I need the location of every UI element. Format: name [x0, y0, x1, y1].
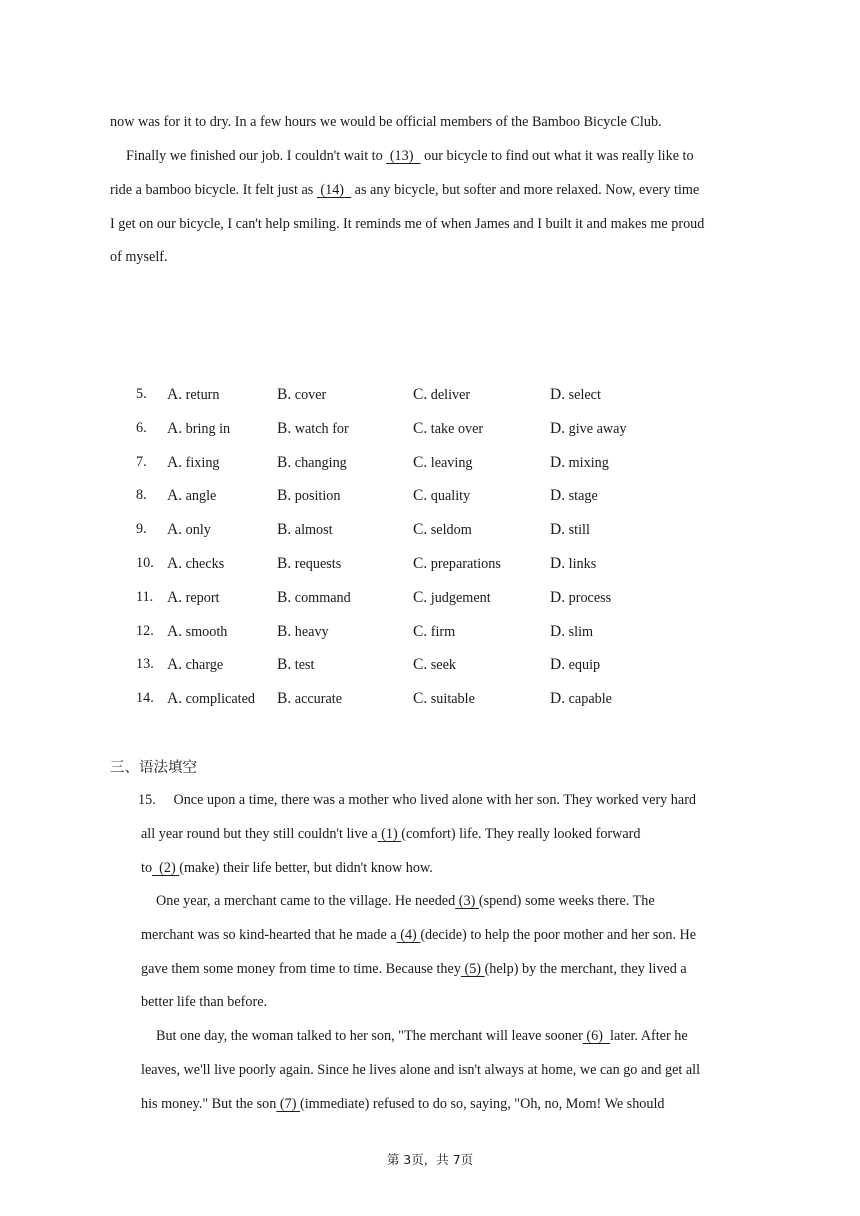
option-d	[550, 589, 611, 607]
option-letter: C.	[413, 656, 428, 674]
option-text: seek	[430, 657, 456, 674]
option-text: give away	[568, 420, 627, 437]
option-b	[277, 386, 326, 404]
page-footer: 第 3页，共 7页	[386, 1152, 474, 1167]
option-text: quality	[430, 488, 471, 505]
option-letter: D.	[550, 386, 566, 403]
option-letter: B.	[277, 588, 292, 606]
option-a	[167, 656, 223, 674]
option-text: command	[294, 589, 351, 606]
option-letter: A.	[167, 453, 183, 471]
option-letter: D.	[550, 521, 566, 539]
question-number: 11.	[136, 588, 154, 605]
option-a	[167, 623, 227, 641]
option-text: changing	[294, 454, 347, 471]
option-c	[413, 690, 475, 708]
blank-6: (6)	[586, 1028, 603, 1044]
option-text: deliver	[430, 387, 471, 403]
option-text: report	[185, 589, 220, 606]
option-letter: D.	[550, 588, 566, 606]
option-text: seldom	[430, 522, 472, 539]
option-a	[167, 555, 224, 573]
option-c	[413, 589, 491, 607]
passage-line: to (2) (make) their life better, but didn't know how.	[141, 860, 433, 876]
question-number: 12.	[136, 622, 154, 639]
option-letter: B.	[277, 622, 292, 640]
blank-4: (4)	[400, 927, 417, 943]
option-text: stage	[568, 488, 598, 505]
option-text: requests	[294, 556, 342, 572]
option-text: charge	[185, 657, 224, 674]
option-letter: C.	[413, 487, 428, 505]
option-text: checks	[185, 556, 225, 572]
option-letter: D.	[550, 690, 566, 708]
option-text: capable	[568, 691, 612, 708]
passage-line: of myself.	[110, 249, 168, 265]
option-text: select	[568, 387, 601, 403]
option-text: heavy	[294, 623, 329, 640]
option-letter: C.	[413, 622, 428, 640]
option-text: preparations	[430, 556, 501, 572]
passage-line: leaves, we'll live poorly again. Since he lives alone and isn't always at home, we can go and get all	[141, 1062, 701, 1078]
option-text: fixing	[185, 454, 220, 471]
option-text: bring in	[185, 420, 231, 437]
option-letter: B.	[277, 690, 292, 708]
option-d	[550, 420, 627, 438]
option-letter: A.	[167, 555, 183, 572]
blank-5: (5)	[464, 961, 482, 977]
passage-line: all year round but they still couldn't live a (1) (comfort) life. They really looked forward	[141, 826, 641, 842]
option-c	[413, 386, 470, 404]
passage-line: better life than before.	[141, 994, 268, 1010]
passage-line: merchant was so kind-hearted that he made a (4) (decide) to help the poor mother and her son. He	[141, 927, 697, 943]
option-letter: B.	[277, 555, 292, 572]
option-text: cover	[294, 387, 327, 403]
option-text: return	[185, 387, 220, 403]
blank-3: (3)	[458, 893, 476, 909]
option-letter: B.	[277, 521, 292, 539]
option-d	[550, 555, 596, 573]
passage-line: 15. Once upon a time, there was a mother who lived alone with her son. They worked very hard	[138, 792, 697, 808]
blank-1: (1)	[381, 826, 398, 842]
option-a	[167, 420, 230, 438]
option-letter: A.	[167, 419, 183, 437]
option-text: test	[294, 657, 315, 674]
option-text: judgement	[430, 589, 491, 606]
option-b	[277, 521, 333, 539]
option-a	[167, 521, 211, 539]
option-text: mixing	[568, 454, 609, 471]
option-d	[550, 521, 590, 539]
passage-line: But one day, the woman talked to her son, "The merchant will leave sooner (6) later. After he	[156, 1028, 688, 1044]
option-c	[413, 555, 501, 573]
option-letter: B.	[277, 487, 292, 505]
option-letter: C.	[413, 690, 428, 708]
passage-line: now was for it to dry. In a few hours we would be official members of the Bamboo Bicycle Club.	[110, 114, 662, 130]
option-b	[277, 656, 314, 674]
passage-line: One year, a merchant came to the village. He needed (3) (spend) some weeks there. The	[156, 893, 655, 909]
question-number: 6.	[136, 419, 147, 436]
option-text: suitable	[430, 691, 475, 708]
option-text: leaving	[430, 454, 473, 471]
blank-2: (2)	[159, 860, 176, 876]
passage-line: Finally we finished our job. I couldn't wait to (13) our bicycle to find out what it was really like to	[126, 148, 694, 164]
question-number: 8.	[136, 487, 147, 504]
option-d	[550, 690, 612, 708]
option-d	[550, 487, 598, 505]
question-number: 13.	[136, 656, 154, 673]
option-b	[277, 420, 349, 438]
option-a	[167, 690, 255, 708]
option-a	[167, 589, 220, 607]
option-letter: C.	[413, 521, 428, 539]
question-number: 7.	[136, 453, 147, 470]
option-letter: C.	[413, 419, 428, 437]
option-letter: A.	[167, 588, 183, 606]
option-letter: D.	[550, 555, 566, 572]
option-d	[550, 623, 593, 641]
option-text: only	[185, 522, 211, 539]
question-number: 5.	[136, 386, 147, 402]
option-text: watch for	[294, 420, 349, 437]
option-d	[550, 386, 601, 404]
option-letter: B.	[277, 453, 292, 471]
option-d	[550, 454, 609, 472]
passage-line: gave them some money from time to time. Because they (5) (help) by the merchant, they lived a	[141, 961, 687, 977]
blank-14: (14)	[320, 182, 345, 198]
option-letter: A.	[167, 622, 183, 640]
option-c	[413, 521, 472, 539]
option-letter: B.	[277, 656, 292, 674]
option-text: accurate	[294, 691, 343, 708]
option-text: firm	[430, 623, 456, 640]
passage-line: I get on our bicycle, I can't help smiling. It reminds me of when James and I built it and makes me proud	[110, 216, 705, 232]
option-letter: C.	[413, 555, 428, 572]
option-c	[413, 454, 473, 472]
option-text: almost	[294, 522, 333, 539]
option-letter: A.	[167, 690, 183, 708]
question-number: 9.	[136, 521, 147, 538]
option-b	[277, 623, 329, 641]
option-text: angle	[185, 488, 217, 505]
option-b	[277, 487, 341, 505]
option-c	[413, 656, 456, 674]
option-a	[167, 386, 220, 404]
option-text: links	[568, 556, 597, 572]
option-letter: A.	[167, 487, 183, 505]
option-letter: D.	[550, 419, 566, 437]
option-text: complicated	[185, 691, 255, 708]
passage-line: ride a bamboo bicycle. It felt just as (14) as any bicycle, but softer and more relaxed. Now, every time	[110, 182, 700, 198]
option-text: position	[294, 488, 341, 505]
option-letter: C.	[413, 453, 428, 471]
passage-line: his money." But the son (7) (immediate) refused to do so, saying, "Oh, no, Mom! We should	[141, 1096, 665, 1112]
option-letter: D.	[550, 453, 566, 471]
blank-13: (13)	[389, 148, 414, 164]
option-text: equip	[568, 657, 601, 674]
option-b	[277, 690, 342, 708]
option-a	[167, 454, 220, 472]
option-letter: D.	[550, 487, 566, 505]
option-letter: C.	[413, 588, 428, 606]
option-b	[277, 589, 351, 607]
option-text: process	[568, 589, 612, 606]
option-a	[167, 487, 216, 505]
option-letter: D.	[550, 656, 566, 674]
blank-7: (7)	[279, 1096, 297, 1112]
option-b	[277, 555, 341, 573]
option-letter: A.	[167, 656, 183, 674]
option-b	[277, 454, 347, 472]
section-title: 三、语法填空	[110, 760, 197, 776]
question-number: 14.	[136, 690, 154, 707]
option-letter: B.	[277, 419, 292, 437]
option-letter: D.	[550, 622, 566, 640]
option-letter: C.	[413, 386, 428, 403]
question-number: 10.	[136, 555, 154, 571]
question-number: 15.	[138, 792, 156, 808]
option-text: slim	[568, 623, 594, 640]
option-letter: A.	[167, 386, 183, 403]
option-text: smooth	[185, 623, 228, 640]
option-letter: B.	[277, 386, 292, 403]
option-c	[413, 487, 470, 505]
option-letter: A.	[167, 521, 183, 539]
option-text: still	[568, 522, 590, 539]
option-c	[413, 420, 483, 438]
option-d	[550, 656, 600, 674]
option-text: take over	[430, 420, 484, 437]
option-c	[413, 623, 455, 641]
